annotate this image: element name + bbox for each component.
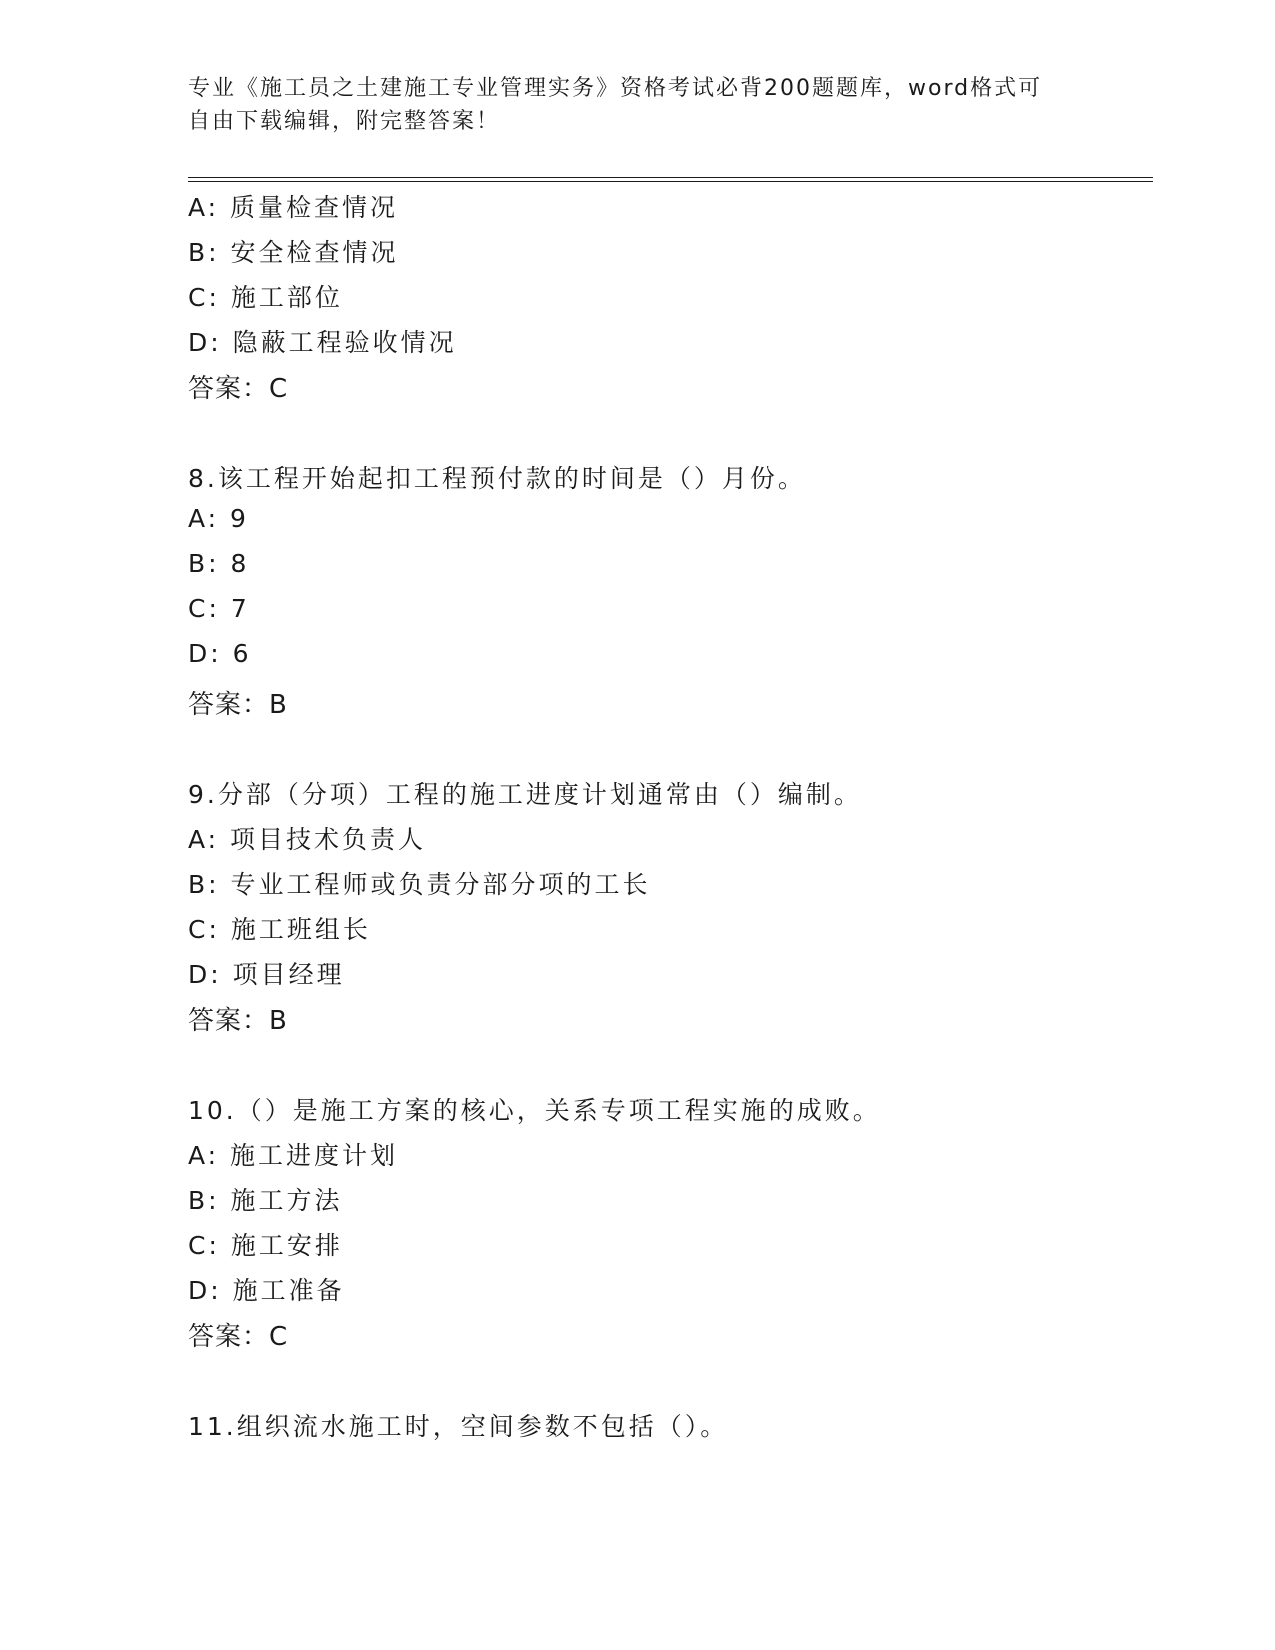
header-line-2: 自由下载编辑，附完整答案！ [188,109,501,134]
option-c: C: 施工班组长 [188,915,371,944]
option-d: D: 隐蔽工程验收情况 [188,328,457,357]
option-c: C: 施工安排 [188,1231,343,1260]
option-a: A: 9 [188,504,249,533]
document-header [188,72,1088,138]
option-b: B: 专业工程师或负责分部分项的工长 [188,870,651,899]
option-a: A: 施工进度计划 [188,1141,399,1170]
option-d: D: 施工准备 [188,1276,345,1305]
option-d: D: 项目经理 [188,960,345,989]
answer: 答案：C [188,1322,289,1352]
question-text: 9.分部（分项）工程的施工进度计划通常由（）编制。 [188,780,862,809]
header-line-1: 专业《施工员之土建施工专业管理实务》资格考试必背200题题库，word格式可 [188,76,1043,101]
question-text: 10.（）是施工方案的核心，关系专项工程实施的成败。 [188,1096,881,1125]
option-a: A: 质量检查情况 [188,193,399,222]
answer: 答案：B [188,1006,288,1036]
question-text: 11.组织流水施工时，空间参数不包括（）。 [188,1412,729,1441]
option-a: A: 项目技术负责人 [188,825,427,854]
option-d: D: 6 [188,639,252,668]
option-c: C: 7 [188,594,250,623]
option-b: B: 8 [188,549,250,578]
header-divider [188,177,1153,182]
option-b: B: 施工方法 [188,1186,343,1215]
option-c: C: 施工部位 [188,283,343,312]
answer: 答案：B [188,690,288,720]
answer: 答案：C [188,374,289,404]
question-text: 8.该工程开始起扣工程预付款的时间是（）月份。 [188,464,806,493]
option-b: B: 安全检查情况 [188,238,399,267]
